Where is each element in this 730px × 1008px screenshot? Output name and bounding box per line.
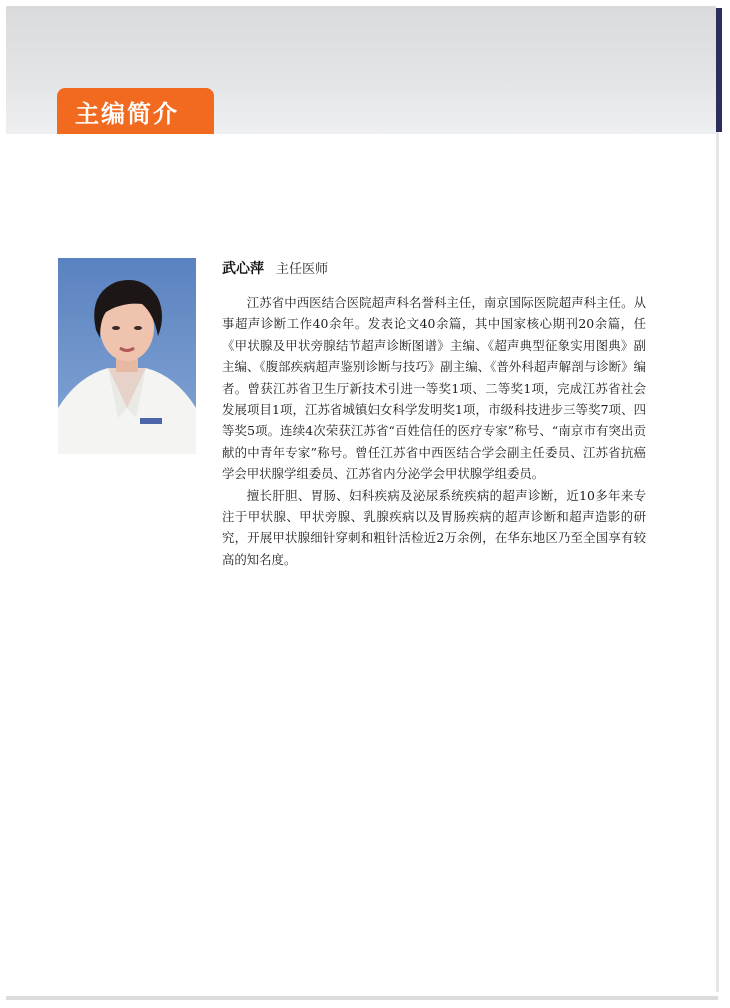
page-bottom-shadow bbox=[6, 996, 718, 1000]
editor-portrait-photo bbox=[58, 258, 196, 454]
section-title: 主编简介 bbox=[75, 99, 179, 128]
editor-biography bbox=[222, 292, 646, 570]
portrait-photo-icon bbox=[58, 258, 196, 454]
section-title-tab bbox=[57, 88, 214, 134]
editor-name: 武心萍 bbox=[222, 261, 264, 277]
editor-name-line bbox=[222, 258, 328, 278]
bio-paragraph: 擅长肝胆、胃肠、妇科疾病及泌尿系统疾病的超声诊断，近10多年来专注于甲状腺、甲状旁腺、乳腺疾病以及胃肠疾病的超声诊断和超声造影的研究，开展甲状腺细针穿刺和粗针活检近2万余例，在华东地区乃至全国享有较高的知名度。 bbox=[222, 487, 646, 567]
editor-title: 主任医师 bbox=[276, 262, 329, 277]
page-edge-shadow bbox=[716, 132, 719, 992]
page-edge-mark bbox=[716, 8, 722, 132]
bio-paragraph: 江苏省中西医结合医院超声科名誉科主任，南京国际医院超声科主任。从事超声诊断工作40余年。发表论文40余篇，其中国家核心期刊20余篇，任《甲状腺及甲状旁腺结节超声诊断图谱》主编、《超声典型征象实用图典》副主编、《腹部疾病超声鉴别诊断与技巧》副主编、《普外科超声解剖与诊断》编者。曾获江苏省卫生厅新技术引进一等奖1项、二等奖1项，完成江苏省社会发展项目1项，江苏省城镇妇女科学发明奖1项，市级科技进步三等奖7项、四等奖5项。连续4次荣获江苏省“百姓信任的医疗专家”称号、“南京市有突出贡献的中青年专家”称号。曾任江苏省中西医结合学会副主任委员、江苏省抗癌学会甲状腺学组委员、江苏省内分泌学会甲状腺学组委员。 bbox=[222, 295, 646, 482]
